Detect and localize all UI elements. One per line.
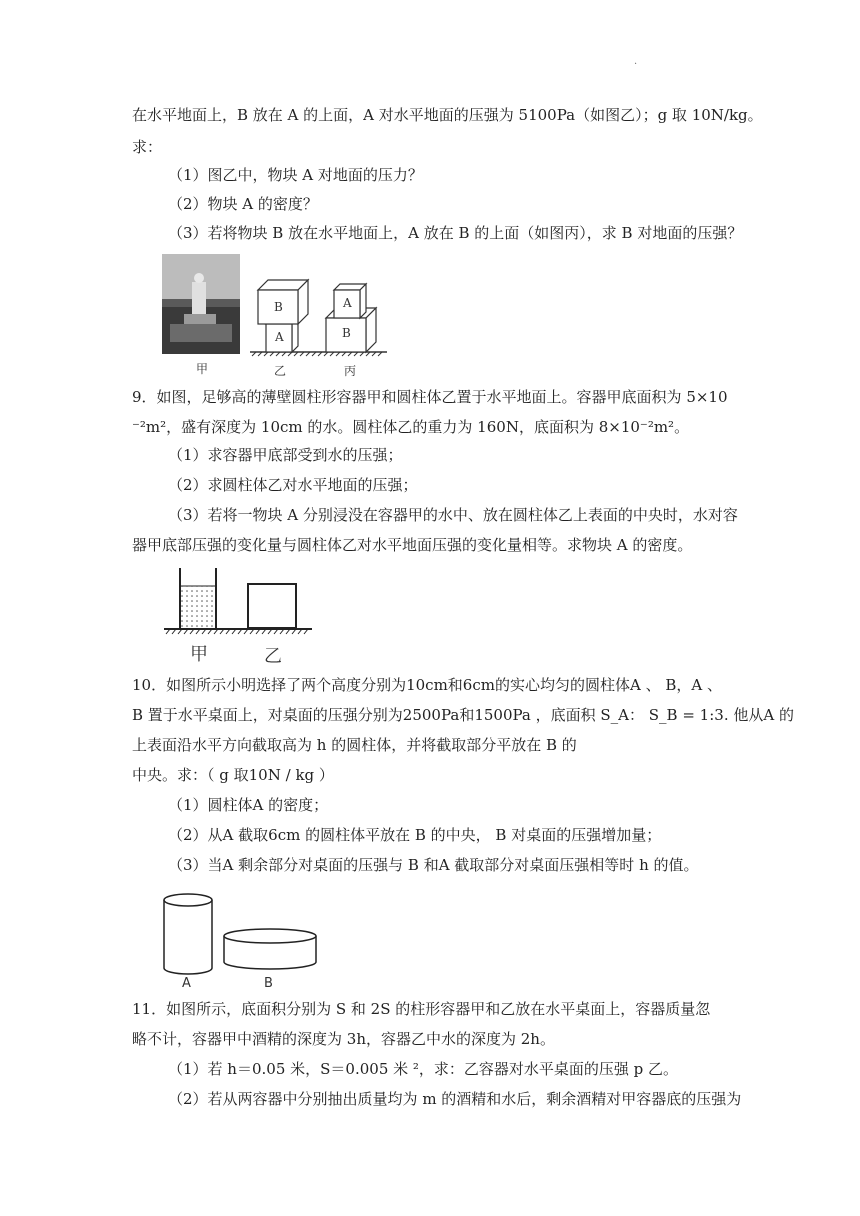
problem-10-q2: （2）从A 截取6cm 的圆柱体平放在 B 的中央， B 对桌面的压强增加量；	[168, 826, 662, 844]
problem-11-line-1: 11．如图所示，底面积分别为 S 和 2S 的柱形容器甲和乙放在水平桌面上，容器质量忽	[132, 1000, 711, 1018]
problem-11-line-2: 略不计，容器甲中酒精的深度为 3h，容器乙中水的深度为 2h。	[132, 1030, 555, 1048]
block-label-b-top: B	[274, 300, 283, 314]
problem-11-q1: （1）若 h＝0.05 米，S＝0.005 米 ²，求：乙容器对水平桌面的压强 p 乙。	[168, 1060, 679, 1078]
caption-jia: 甲	[196, 362, 209, 376]
problem-10-line-3: 上表面沿水平方向截取高为 h 的圆柱体，并将截取部分平放在 B 的	[132, 736, 577, 754]
problem-10-line-1: 10．如图所示小明选择了两个高度分别为10cm和6cm的实心均匀的圆柱体A 、 B，A 、	[132, 676, 722, 694]
caption-yi: 乙	[274, 364, 287, 378]
caption-cylinder-yi: 乙	[264, 646, 282, 667]
problem-10-q1: （1）圆柱体A 的密度；	[168, 796, 329, 814]
block-label-b-bottom: B	[342, 326, 351, 340]
problem-8-q1: （1）图乙中，物块 A 对地面的压力？	[168, 166, 423, 184]
block-label-a-bottom: A	[275, 330, 284, 344]
caption-bing: 丙	[344, 364, 357, 378]
header-dot: ·	[634, 59, 638, 70]
problem-10-line-4: 中央。求：（ g 取10N / kg ）	[132, 766, 334, 784]
problem-9-q3-line-2: 器甲底部压强的变化量与圆柱体乙对水平地面压强的变化量相等。求物块 A 的密度。	[132, 536, 693, 554]
figure-cylinders	[158, 886, 328, 992]
figure-containers-svg	[160, 564, 320, 644]
problem-10-q3: （3）当A 剩余部分对桌面的压强与 B 和A 截取部分对桌面压强相等时 h 的值。	[168, 856, 699, 874]
problem-9-line-2: ⁻²m²，盛有深度为 10cm 的水。圆柱体乙的重力为 160N，底面积为 8×10⁻²m²。	[132, 418, 690, 436]
problem-9-q2: （2）求圆柱体乙对水平地面的压强；	[168, 476, 418, 494]
block-label-a-top: A	[343, 296, 352, 310]
problem-8-q3: （3）若将物块 B 放在水平地面上，A 放在 B 的上面（如图丙），求 B 对地面的压强？	[168, 224, 743, 242]
problem-9-q1: （1）求容器甲底部受到水的压强；	[168, 446, 403, 464]
figure-cylinders-svg	[158, 886, 328, 976]
problem-8-line-1: 在水平地面上，B 放在 A 的上面，A 对水平地面的压强为 5100Pa（如图乙）；g 取 10N/kg。	[132, 106, 763, 124]
problem-9-q3-line-1: （3）若将一物块 A 分别浸没在容器甲的水中、放在圆柱体乙上表面的中央时，水对容	[168, 506, 738, 524]
problem-11-q2: （2）若从两容器中分别抽出质量均为 m 的酒精和水后，剩余酒精对甲容器底的压强为	[168, 1090, 742, 1108]
caption-cylinder-b: B	[264, 976, 273, 991]
problem-9-line-1: 9．如图，足够高的薄壁圆柱形容器甲和圆柱体乙置于水平地面上。容器甲底面积为 5×10	[132, 388, 728, 406]
caption-container-jia: 甲	[190, 644, 208, 665]
problem-8-line-2: 求：	[132, 138, 163, 156]
figure-containers	[160, 564, 320, 667]
figure-blocks	[162, 252, 402, 380]
problem-10-line-2: B 置于水平桌面上，对桌面的压强分别为2500Pa和1500Pa ，底面积 S_A： S_B = 1:3. 他从A 的	[132, 706, 794, 724]
caption-cylinder-a: A	[182, 976, 191, 991]
problem-8-q2: （2）物块 A 的密度？	[168, 195, 318, 213]
